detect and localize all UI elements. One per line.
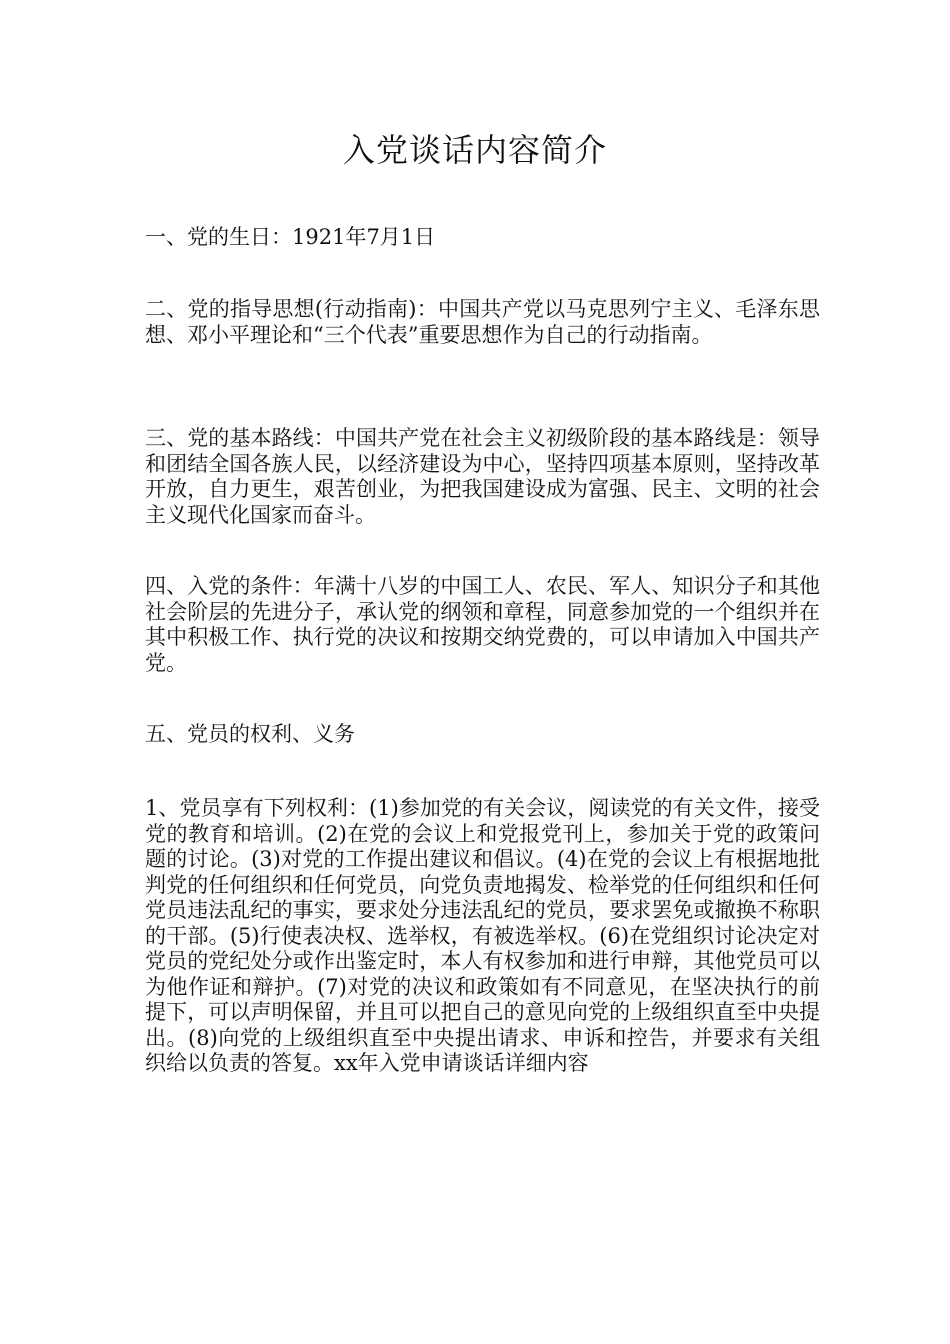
section-party-birthday: 一、党的生日：1921年7月1日 bbox=[145, 225, 436, 249]
section-member-rights: 1、党员享有下列权利：(1)参加党的有关会议，阅读党的有关文件，接受党的教育和培训。(2)在党的会议上和党报党刊上，参加关于党的政策问题的讨论。(3)对党的工作提出建议和倡议。(4)在党的会议上有根据地批判党的任何组织和任何党员，向党负责地揭发、检举党的任何组织和任何党员违法乱纪的事实，要求处分违法乱纪的党员，要求罢免或撤换不称职的干部。(5)行使表决权、选举权，有被选举权。(6)在党组织讨论决定对党员的党纪处分或作出鉴定时，本人有权参加和进行申辩，其他党员可以为他作证和辩护。(7)对党的决议和政策如有不同意见，在坚决执行的前提下，可以声明保留，并且可以把自己的意见向党的上级组织直至中央提出。(8)向党的上级组织直至中央提出请求、申诉和控告，并要求有关组织给以负责的答复。xx年入党申请谈话详细内容 bbox=[145, 796, 820, 1075]
section-membership-conditions: 四、入党的条件：年满十八岁的中国工人、农民、军人、知识分子和其他社会阶层的先进分子，承认党的纲领和章程，同意参加党的一个组织并在其中积极工作、执行党的决议和按期交纳党费的，可以申请加入中国共产党。 bbox=[145, 574, 820, 675]
document-title: 入党谈话内容简介 bbox=[342, 131, 607, 169]
section-basic-line: 三、党的基本路线：中国共产党在社会主义初级阶段的基本路线是：领导和团结全国各族人民，以经济建设为中心，坚持四项基本原则，坚持改革开放，自力更生，艰苦创业，为把我国建设成为富强、民主、文明的社会主义现代化国家而奋斗。 bbox=[145, 426, 820, 527]
section-guiding-ideology: 二、党的指导思想(行动指南)：中国共产党以马克思列宁主义、毛泽东思想、邓小平理论和“三个代表”重要思想作为自己的行动指南。 bbox=[145, 297, 820, 347]
section-rights-duties-heading: 五、党员的权利、义务 bbox=[145, 722, 355, 746]
